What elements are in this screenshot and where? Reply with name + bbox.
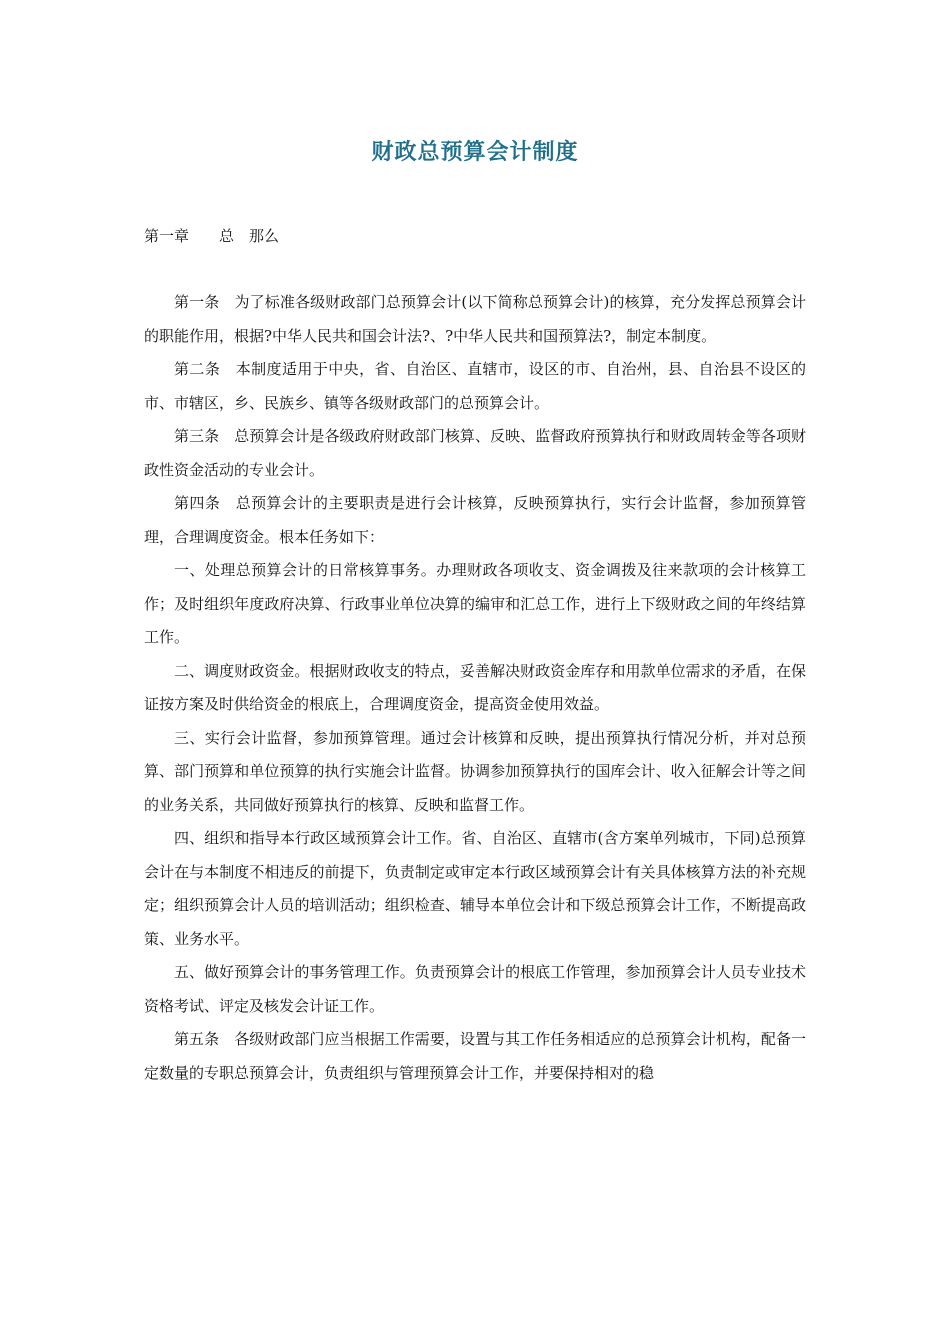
paragraph-article-2: 第二条 本制度适用于中央，省、自治区、直辖市，设区的市、自治州，县、自治县不设区的市、市辖区，乡、民族乡、镇等各级财政部门的总预算会计。 bbox=[144, 360, 806, 412]
document-body bbox=[144, 286, 806, 1090]
paragraph-task-2: 二、调度财政资金。根据财政收支的特点，妥善解决财政资金库存和用款单位需求的矛盾，在保证按方案及时供给资金的根底上，合理调度资金，提高资金使用效益。 bbox=[144, 661, 806, 713]
paragraph-article-3: 第三条 总预算会计是各级政府财政部门核算、反映、监督政府预算执行和财政周转金等各项财政性资金活动的专业会计。 bbox=[144, 427, 806, 479]
paragraph-task-4: 四、组织和指导本行政区域预算会计工作。省、自治区、直辖市(含方案单列城市，下同)总预算会计在与本制度不相违反的前提下，负责制定或审定本行政区域预算会计有关具体核算方法的补充规定；组织预算会计人员的培训活动；组织检查、辅导本单位会计和下级总预算会计工作，不断提高政策、业务水平。 bbox=[144, 829, 806, 948]
paragraph-task-3: 三、实行会计监督，参加预算管理。通过会计核算和反映，提出预算执行情况分析，并对总预算、部门预算和单位预算的执行实施会计监督。协调参加预算执行的国库会计、收入征解会计等之间的业务关系，共同做好预算执行的核算、反映和监督工作。 bbox=[144, 728, 806, 814]
paragraph-task-5: 五、做好预算会计的事务管理工作。负责预算会计的根底工作管理，参加预算会计人员专业技术资格考试、评定及核发会计证工作。 bbox=[144, 963, 806, 1015]
chapter-heading: 第一章 总 那么 bbox=[144, 227, 280, 245]
document-title: 财政总预算会计制度 bbox=[371, 139, 579, 165]
paragraph-article-1: 第一条 为了标准各级财政部门总预算会计(以下简称总预算会计)的核算，充分发挥总预算会计的职能作用，根据?中华人民共和国会计法?、?中华人民共和国预算法?，制定本制度。 bbox=[144, 293, 806, 345]
paragraph-task-1: 一、处理总预算会计的日常核算事务。办理财政各项收支、资金调拨及往来款项的会计核算工作；及时组织年度政府决算、行政事业单位决算的编审和汇总工作，进行上下级财政之间的年终结算工作。 bbox=[144, 561, 806, 646]
paragraph-article-4: 第四条 总预算会计的主要职责是进行会计核算，反映预算执行，实行会计监督，参加预算管理，合理调度资金。根本任务如下： bbox=[144, 494, 806, 546]
paragraph-article-5: 第五条 各级财政部门应当根据工作需要，设置与其工作任务相适应的总预算会计机构，配备一定数量的专职总预算会计，负责组织与管理预算会计工作，并要保持相对的稳 bbox=[144, 1030, 806, 1082]
